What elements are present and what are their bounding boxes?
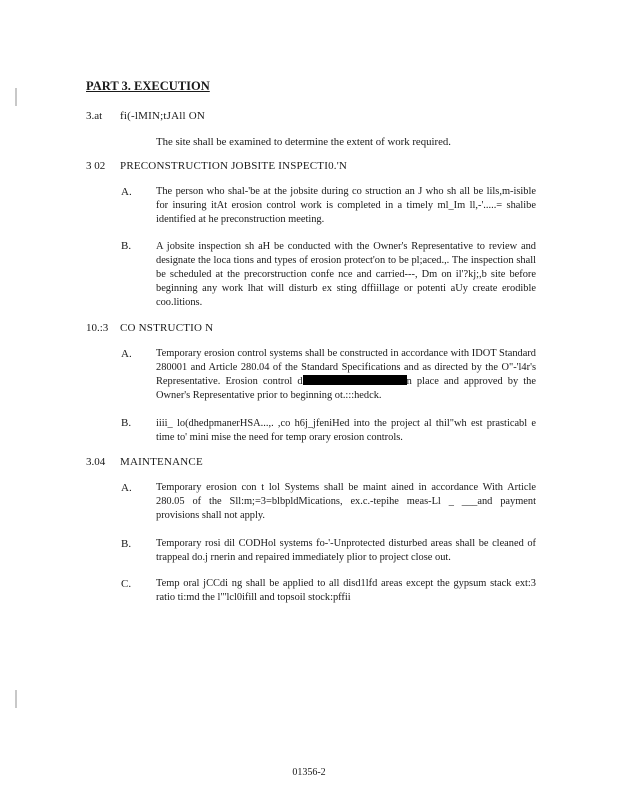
item-paragraph: The person who shal-'be at the jobsite during co struction an J who sh all be lils,m-isible for insuring itAt erosion control work is completed in a timely ml_Im ll,-'.....= shalibe identified at he preconstruction meeting. (156, 186, 536, 225)
section-number: 3.at (86, 110, 103, 122)
item-letter: B. (121, 538, 132, 550)
item-text-part: n place and approved by the Owner's Representative prior to beginning ot.:::hedck. (156, 376, 536, 401)
item-paragraph: Temporary rosi dil CODHol systems fo-'-Unprotected disturbed areas shall be cleaned of trappeal do.j rnerin and repaired immediately plior to project close out. (156, 538, 536, 563)
item-letter: B. (121, 417, 132, 429)
section-number: 10.:3 (86, 322, 109, 334)
item-paragraph (156, 347, 536, 403)
redaction-bar (303, 375, 407, 385)
item-letter: C. (121, 578, 132, 590)
section-heading: PART 3. EXECUTION (86, 79, 210, 93)
section-title: PRECONSTRUCTION JOBSITE INSPECTI0.'N (120, 160, 348, 172)
scan-margin-mark (15, 88, 17, 106)
section-number: 3.04 (86, 456, 106, 468)
section-number: 3 02 (86, 160, 106, 172)
section-title: MAINTENANCE (120, 456, 203, 468)
item-paragraph: Temporary erosion con t lol Systems shall be maint ained in accordance With Article 280.05 of the Sll:m;=3=blbpldMications, ex.c.-tepihe meas-Ll _ ___and payment provisions shall not apply. (156, 482, 536, 521)
item-paragraph: iiii_ lo(dhedpmanerHSA...,. ,co h6j_jfeniHed into the project al thil"wh est prasticabl e time to' mini mise the need for temp orary erosion controls. (156, 418, 536, 443)
item-letter: B. (121, 240, 132, 252)
section-body: The site shall be examined to determine the extent of work required. (156, 136, 452, 148)
scan-margin-mark (15, 690, 17, 708)
item-paragraph: A jobsite inspection sh aH be conducted with the Owner's Representative to review and designate the loca tions and types of erosion protect'on to be pl;aced.,. The inspection shall be scheduled at the precorstruction confe nce and carried---, Dm on il'?kj;,b site before beginning any work lhat will disturb ex sting dffiillage or potenti aUy create erodible coo.litions. (156, 241, 536, 308)
item-letter: A. (121, 482, 132, 494)
item-letter: A. (121, 348, 132, 360)
item-text-part: Temporary erosion control systems shall be constructed in accordance with IDOT Standard 280001 and Article 280.04 of the Standard Specifications and as directed by the O"-'l4r's Representative. Erosion control d (156, 348, 536, 387)
section-title: fi(-lMIN;tJAll ON (120, 110, 205, 122)
item-paragraph: Temp oral jCCdi ng shall be applied to all disd1lfd areas except the gypsum stack ext:3 ratio ti:md the l"'lcl0ifill and topsoil stock:pffii (156, 578, 536, 603)
item-letter: A. (121, 186, 132, 198)
page-number: 01356-2 (292, 767, 326, 778)
section-title: CO NSTRUCTIO N (120, 322, 214, 334)
